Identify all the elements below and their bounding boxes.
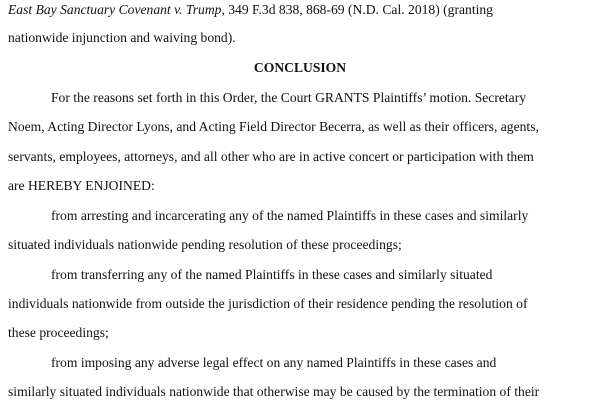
paragraph-line: are HEREBY ENJOINED: [8, 178, 155, 193]
section-heading: CONCLUSION [253, 60, 347, 75]
clause-line: these proceedings; [8, 325, 109, 340]
citation-text: , 349 F.3d 838, 868-69 (N.D. Cal. 2018) (granting [221, 2, 493, 17]
clause-line: situated individuals nationwide pending resolution of these proceedings; [8, 237, 402, 252]
citation-line [8, 2, 493, 18]
clause-line: individuals nationwide from outside the jurisdiction of their residence pending the resolution of [8, 296, 528, 311]
case-name: East Bay Sanctuary Covenant v. Trump [8, 2, 222, 17]
clause-line: from imposing any adverse legal effect on any named Plaintiffs in these cases and [51, 355, 497, 370]
clause-line: from transferring any of the named Plaintiffs in these cases and similarly situated [51, 267, 493, 282]
paragraph-line: servants, employees, attorneys, and all other who are in active concert or participation with them [8, 149, 534, 164]
clause-line: similarly situated individuals nationwide that otherwise may be caused by the termination of their [8, 384, 540, 399]
paragraph-line: For the reasons set forth in this Order, the Court GRANTS Plaintiffs’ motion. Secretary [51, 90, 527, 105]
paragraph-line: Noem, Acting Director Lyons, and Acting Field Director Becerra, as well as their officers, agents, [8, 119, 539, 134]
citation-continuation: nationwide injunction and waiving bond). [8, 30, 236, 45]
clause-line: from arresting and incarcerating any of the named Plaintiffs in these cases and similarly [51, 208, 529, 223]
